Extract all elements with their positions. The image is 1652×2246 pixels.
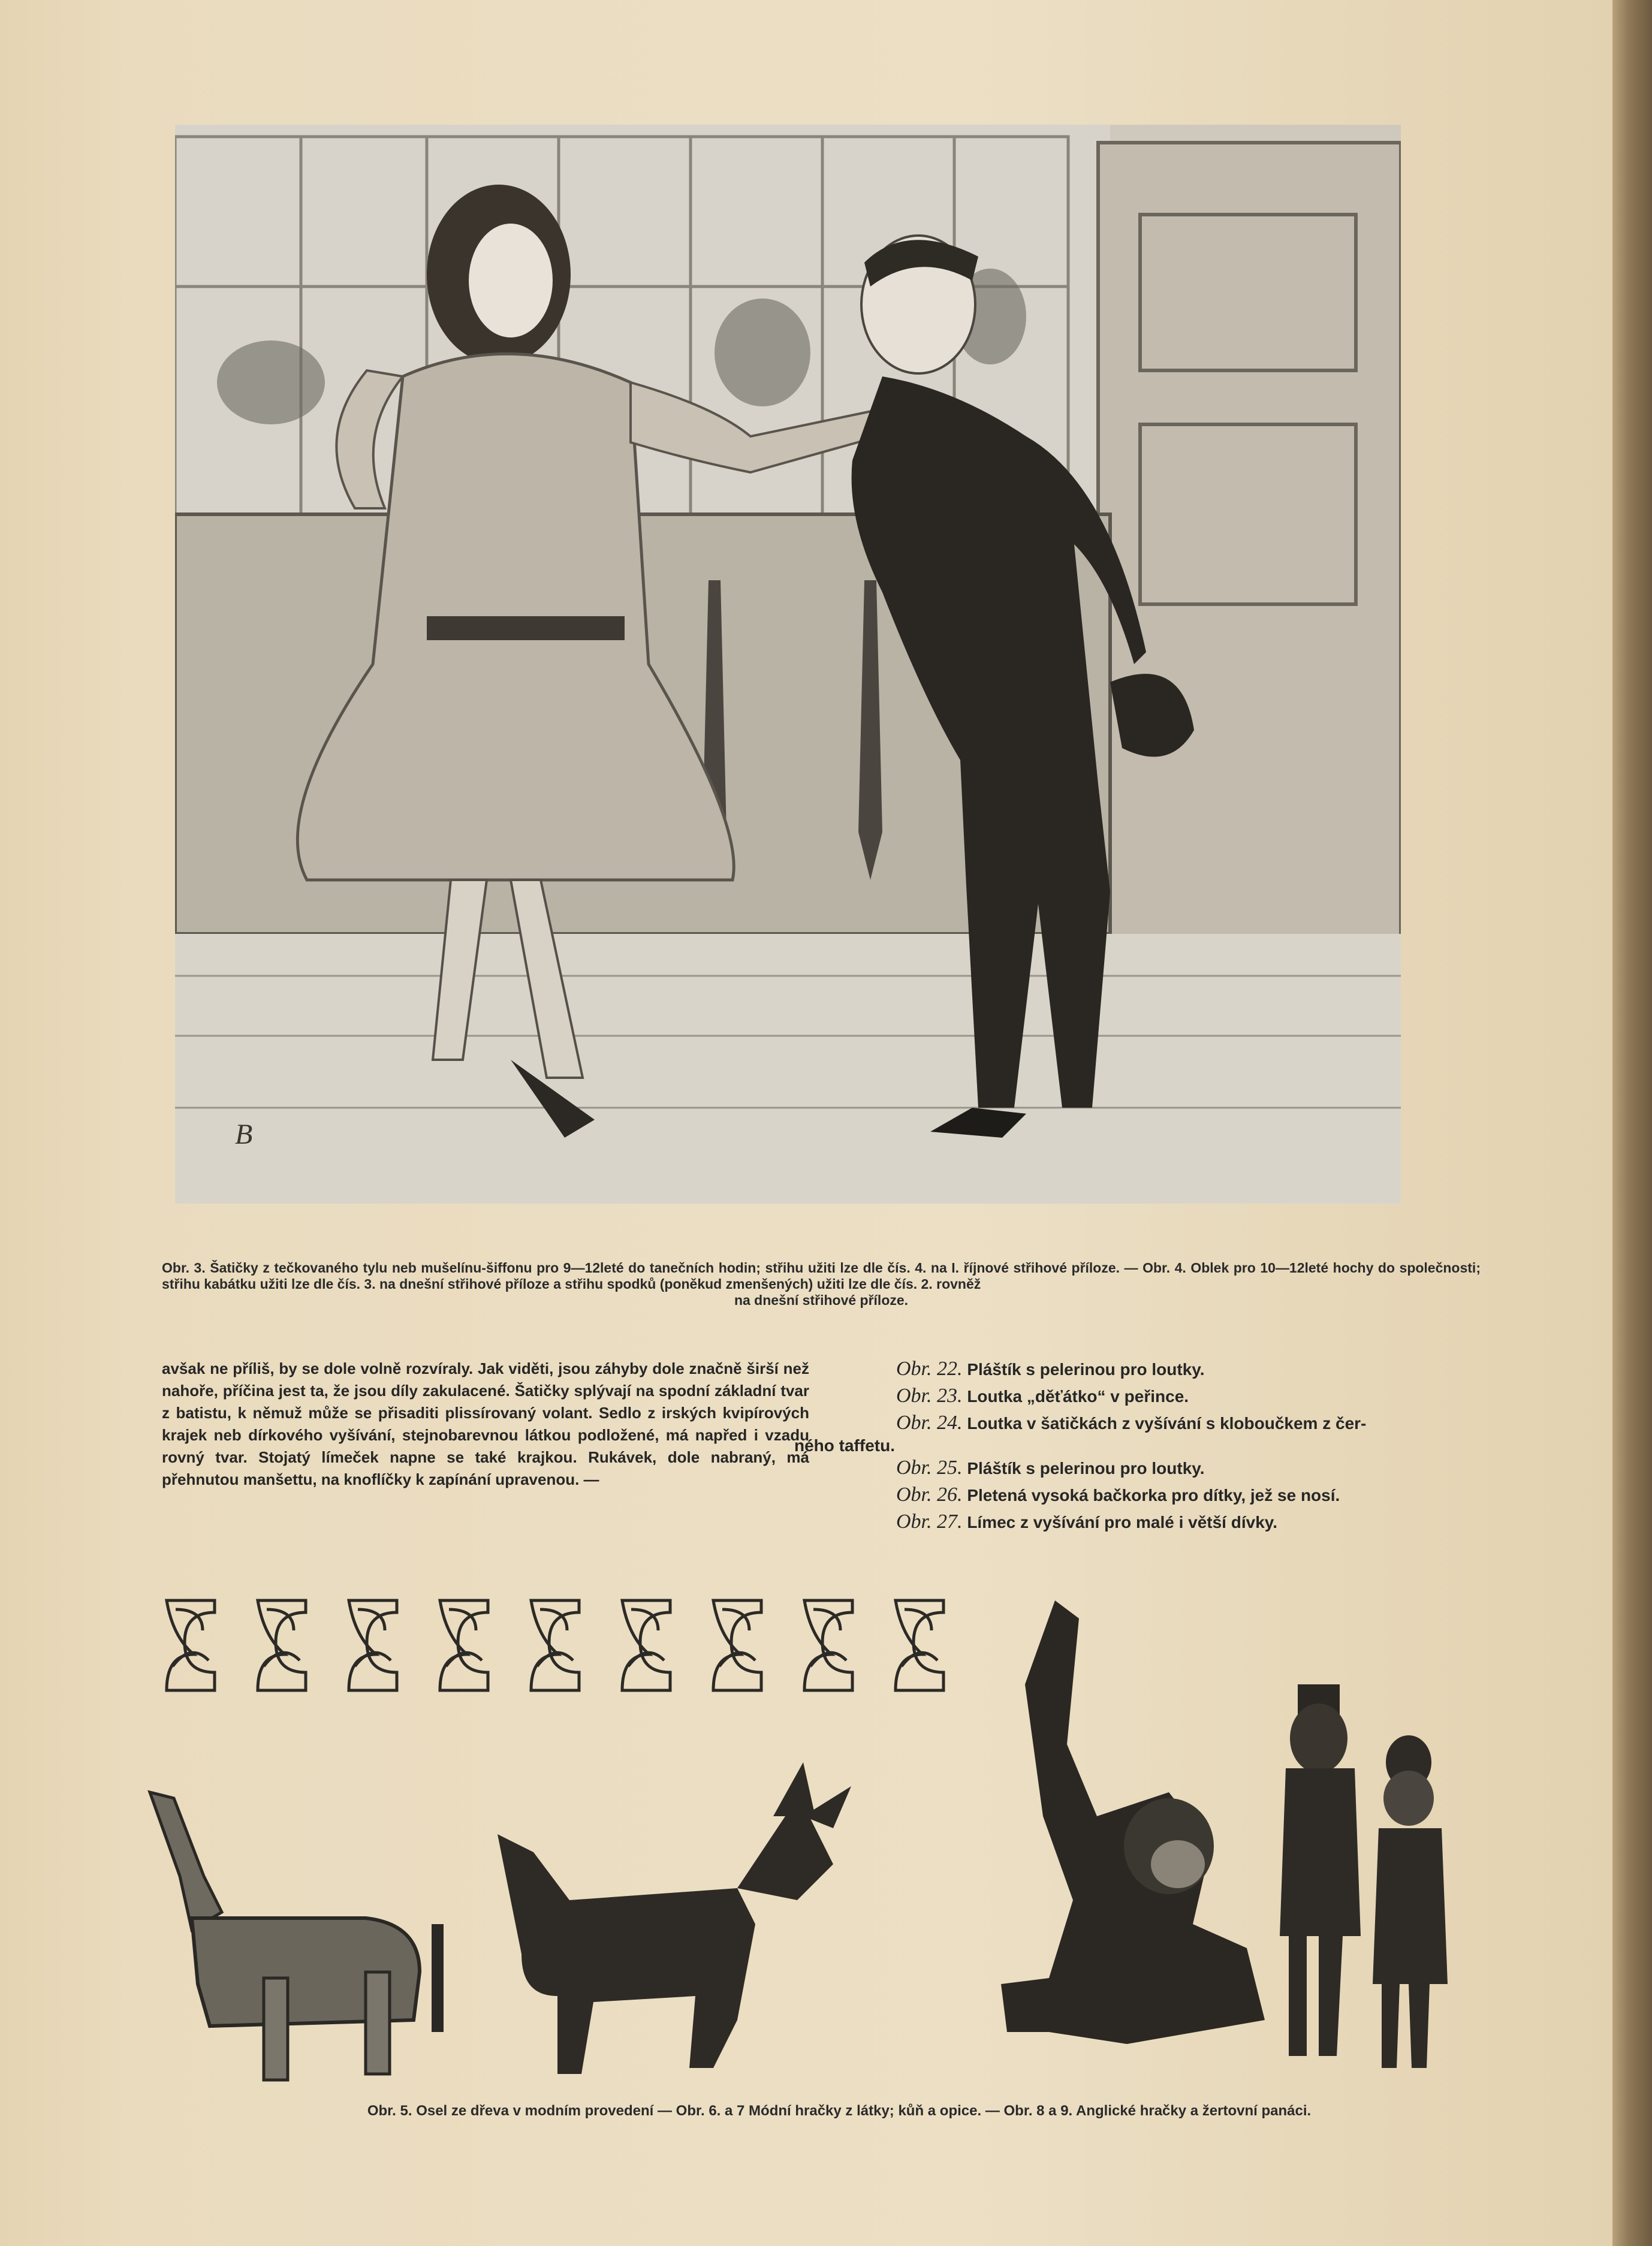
list-item-continuation: ného taffetu. (794, 1436, 895, 1455)
figure-number: Obr. 25. (896, 1457, 963, 1479)
list-item (830, 1383, 1484, 1410)
list-item (830, 1356, 1484, 1383)
figure-number: Obr. 23. (896, 1385, 963, 1407)
list-item (830, 1509, 1484, 1536)
toys-illustration (138, 1564, 1481, 2092)
list-item (830, 1410, 1484, 1437)
caption-line-2: na dnešní střihové příloze. (734, 1292, 909, 1308)
monkey-figure (1001, 1600, 1265, 2044)
cloth-donkey-figure (498, 1762, 851, 2074)
artist-monogram: B (235, 1119, 253, 1150)
caption-line-1: Obr. 3. Šatičky z tečkovaného tylu neb mušelínu-šiffonu pro 9—12leté do tanečních hodin; střihu užiti lze dle čís. 4. na I. říjnové střihové příloze. — Obr. 4. Oblek pro 10—12leté hochy do společnosti; střihu kabátku užiti lze dle čís. 3. na dnešní střihové příloze a střihu spodků (poněkud zmenšených) užiti lze dle čís. 2. rovněž (162, 1260, 1481, 1292)
figure-desc: Loutka „děťátko“ v peřince. (967, 1387, 1189, 1406)
english-toy-figures (1280, 1684, 1448, 2068)
body-text-column: avšak ne příliš, by se dole volně rozvíraly. Jak viděti, jsou záhyby dole značně širší než nahoře, příčina jest ta, že jsou díly zakulacené. Šatičky splývají na spodní základní tvar z batistu, k němuž může se přisaditi plissírovaný volant. Sedlo z irských kvipírových krajek neb dírkového vyšívání, stejnobarevnou látkou podložené, má napřed i vzadu rovný tvar. Stojatý límeček napne se také krajkou. Rukávek, dole nabraný, má přehnutou manšettu, na knoflíčky k zapínání upravenou. — (162, 1359, 809, 1488)
figure-desc: Pletená vysoká bačkorka pro dítky, jež se nosí. (967, 1486, 1340, 1505)
figure-number: Obr. 26. (896, 1484, 963, 1506)
figure-caption-3-4 (162, 1260, 1481, 1309)
figure-desc: Pláštík s pelerinou pro loutky. (967, 1459, 1205, 1478)
figure-number: Obr. 24. (896, 1412, 963, 1434)
figure-caption-5-9: Obr. 5. Osel ze dřeva v modním provedení — Obr. 6. a 7 Módní hračky z látky; kůň a opice. — Obr. 8 a 9. Anglické hračky a žertovní panáci. (367, 2103, 1312, 2119)
figure-number: Obr. 22. (896, 1358, 963, 1380)
figure-desc: Límec z vyšívání pro malé i větší dívky. (967, 1513, 1278, 1531)
figure-list (794, 1356, 1484, 1536)
figure-desc: Loutka v šatičkách z vyšívání s kloboučkem z čer- (967, 1414, 1367, 1433)
wooden-donkey-figure (150, 1792, 444, 2080)
figure-number: Obr. 27. (896, 1511, 963, 1533)
list-item (830, 1455, 1484, 1482)
figure-desc: Pláštík s pelerinou pro loutky. (967, 1360, 1205, 1379)
list-item (830, 1482, 1484, 1509)
book-spine (1612, 0, 1652, 2246)
illustration-girl-and-boy (175, 125, 1401, 1204)
engraving-scene (175, 125, 1401, 1204)
